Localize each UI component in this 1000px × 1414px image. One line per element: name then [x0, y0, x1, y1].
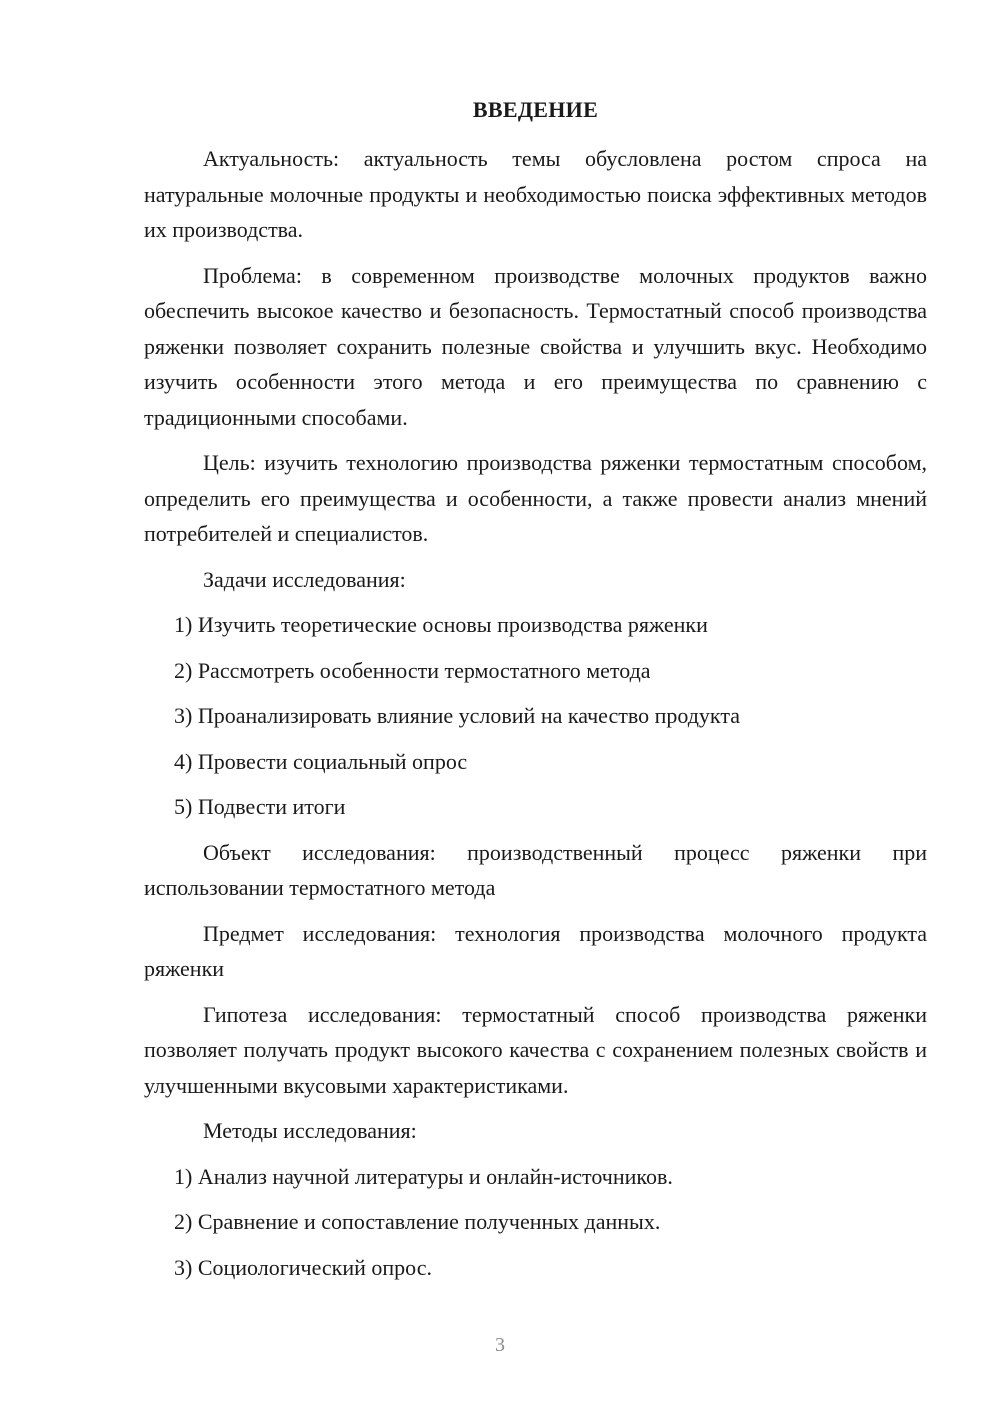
- task-item: 2) Рассмотреть особенности термостатного метода: [174, 657, 651, 683]
- method-item: 1) Анализ научной литературы и онлайн-источников.: [174, 1163, 673, 1189]
- page-title: ВВЕДЕНИЕ: [472, 97, 599, 122]
- method-item: 3) Социологический опрос.: [174, 1254, 432, 1280]
- document-page: [144, 94, 927, 1295]
- relevance-paragraph: Актуальность: актуальность темы обусловлена ростом спроса на натуральные молочные продукты и необходимостью поиска эффективных методов их производства.: [144, 146, 927, 242]
- goal-paragraph: Цель: изучить технологию производства ряженки термостатным способом, определить его преимущества и особенности, а также провести анализ мнений потребителей и специалистов.: [144, 450, 927, 546]
- method-item: 2) Сравнение и сопоставление полученных данных.: [174, 1209, 661, 1234]
- task-item: 4) Провести социальный опрос: [174, 748, 468, 774]
- methods-heading: Методы исследования:: [203, 1118, 417, 1143]
- tasks-heading: Задачи исследования:: [203, 566, 406, 592]
- problem-paragraph: Проблема: в современном производстве молочных продуктов важно обеспечить высокое качество и безопасность. Термостатный способ производства ряженки позволяет сохранить полезные свойства и улучшить вкус. Необходимо изучить особенности этого метода и его преимущества по сравнению с традиционными способами.: [144, 262, 927, 430]
- hypothesis-paragraph: Гипотеза исследования: термостатный способ производства ряженки позволяет получать продукт высокого качества с сохранением полезных свойств и улучшенными вкусовыми характеристиками.: [144, 1001, 927, 1098]
- task-item: 3) Проанализировать влияние условий на качество продукта: [174, 703, 740, 728]
- page-number: 3: [495, 1334, 505, 1356]
- task-item: 5) Подвести итоги: [174, 794, 346, 819]
- object-paragraph: Объект исследования: производственный процесс ряженки при использовании термостатного метода: [144, 839, 927, 900]
- subject-paragraph: Предмет исследования: технология производства молочного продукта ряженки: [144, 920, 927, 981]
- task-item: 1) Изучить теоретические основы производства ряженки: [174, 612, 708, 637]
